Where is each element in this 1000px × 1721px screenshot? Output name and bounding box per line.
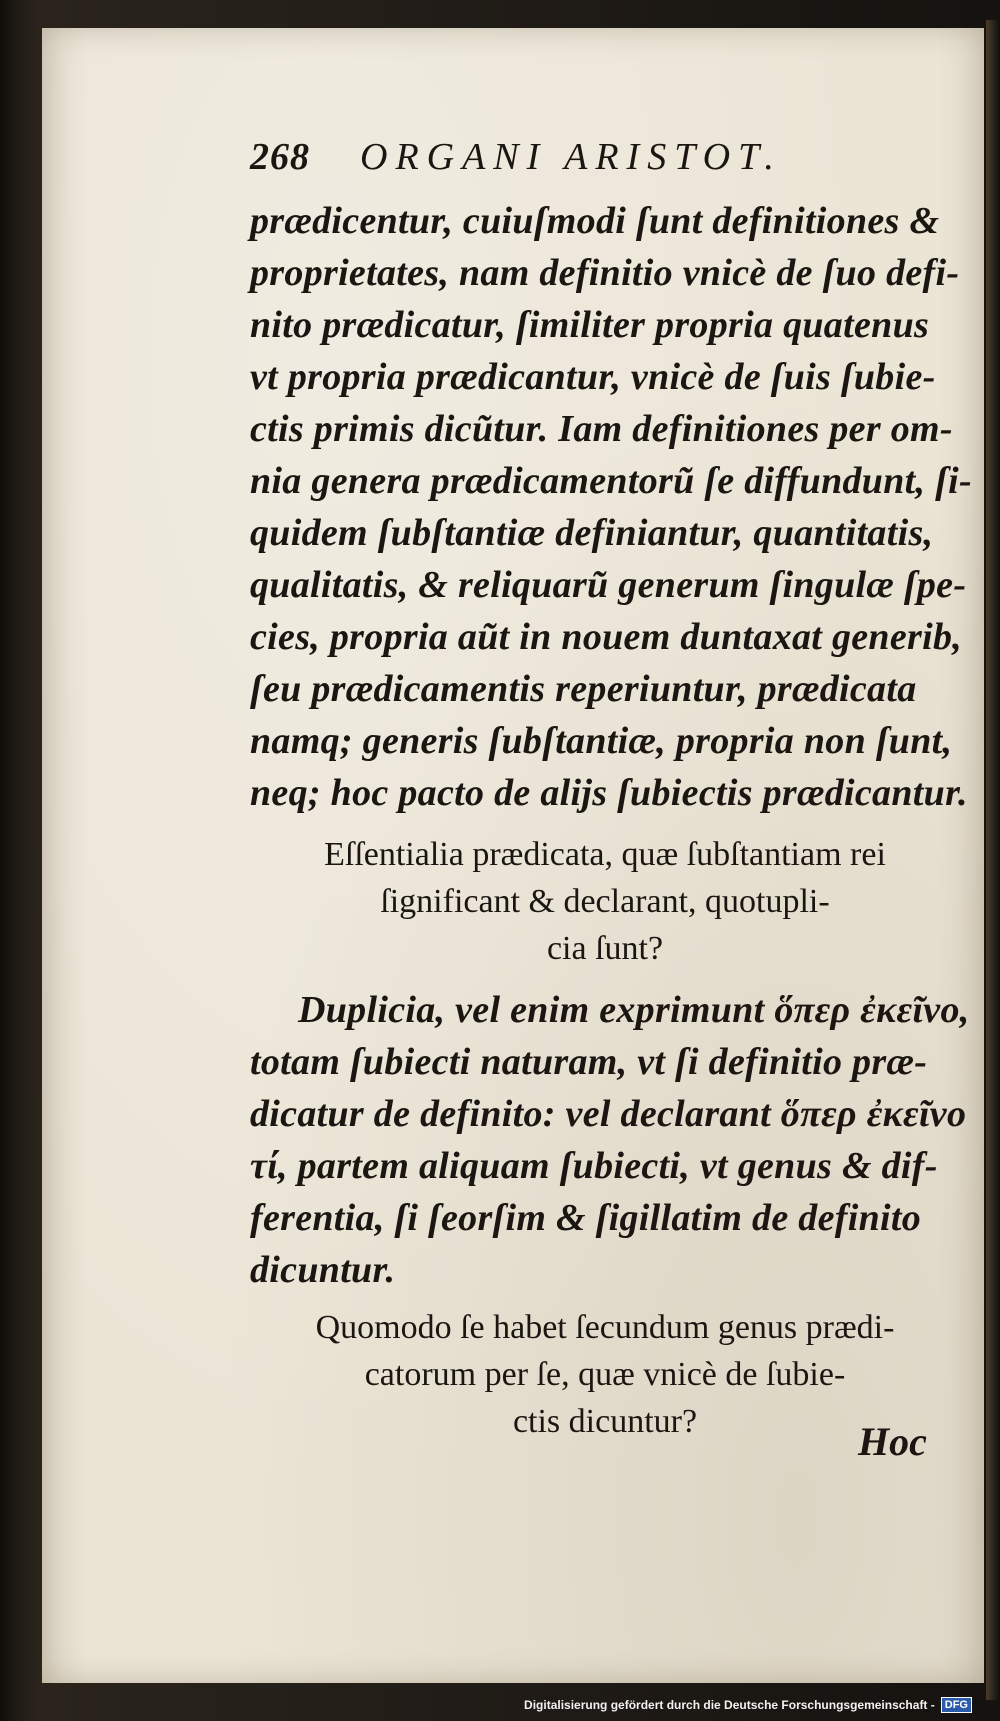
text-line: totam ſubiecti naturam, vt ſi definitio præ- — [250, 1041, 928, 1083]
dfg-logo: DFG — [941, 1697, 972, 1713]
text-line: namq; generis ſubſtantiæ, propria non ſunt, — [250, 720, 953, 762]
running-title: ORGANI ARISTOT. — [360, 136, 782, 178]
question-1 — [250, 831, 960, 972]
text-line: nia genera prædicamentorũ ſe diffundunt, ſi- — [250, 460, 972, 502]
text-line: τί, partem aliquam ſubiecti, vt genus & dif- — [250, 1145, 938, 1187]
question-line: catorum per ſe, quæ vnicè de ſubie- — [364, 1356, 846, 1393]
book-edge — [986, 20, 1000, 1700]
question-line: cia ſunt? — [546, 930, 664, 967]
text-line: cies, propria aũt in nouem duntaxat generib, — [250, 616, 963, 658]
running-head — [250, 135, 960, 195]
question-line: Quomodo ſe habet ſecundum genus prædi- — [315, 1309, 895, 1346]
text-line: Duplicia, vel enim exprimunt ὅπερ ἐκεῖνο, — [298, 989, 970, 1031]
text-line: dicatur de definito: vel declarant ὅπερ ἐκεῖνο — [250, 1093, 967, 1135]
text-line: ferentia, ſi ſeorſim & ſigillatim de definito — [250, 1197, 922, 1239]
page-number: 268 — [250, 136, 310, 178]
text-line: nito prædicatur, ſimiliter propria quatenus — [250, 304, 930, 346]
credit-text: Digitalisierung gefördert durch die Deutsche Forschungsgemeinschaft - — [524, 1698, 935, 1712]
text-line: quidem ſubſtantiæ definiantur, quantitatis, — [250, 512, 934, 554]
question-line: ctis dicuntur? — [512, 1403, 698, 1440]
answer-1 — [250, 984, 970, 1296]
page-content — [250, 135, 972, 1445]
text-line: ctis primis dicũtur. Iam definitiones per om- — [250, 408, 953, 450]
text-line: dicuntur. — [250, 1249, 396, 1291]
text-line: qualitatis, & reliquarũ generum ſingulæ ſpe- — [250, 564, 967, 606]
question-line: Eſſentialia prædicata, quæ ſubſtantiam rei — [324, 836, 886, 873]
catchword: Hoc — [858, 1419, 927, 1464]
text-line: prædicentur, cuiuſmodi ſunt definitiones & — [250, 200, 940, 242]
question-line: ſignificant & declarant, quotupli- — [380, 883, 830, 920]
text-line: vt propria prædicantur, vnicè de ſuis ſubie- — [250, 356, 936, 398]
question-2 — [250, 1304, 960, 1445]
text-line: proprietates, nam definitio vnicè de ſuo defi- — [250, 252, 960, 294]
text-line: ſeu prædicamentis reperiuntur, prædicata — [250, 668, 917, 710]
paragraph-1 — [250, 195, 972, 819]
digitization-credit — [524, 1697, 972, 1713]
text-line: neq; hoc pacto de alijs ſubiectis prædicantur. — [250, 772, 968, 814]
